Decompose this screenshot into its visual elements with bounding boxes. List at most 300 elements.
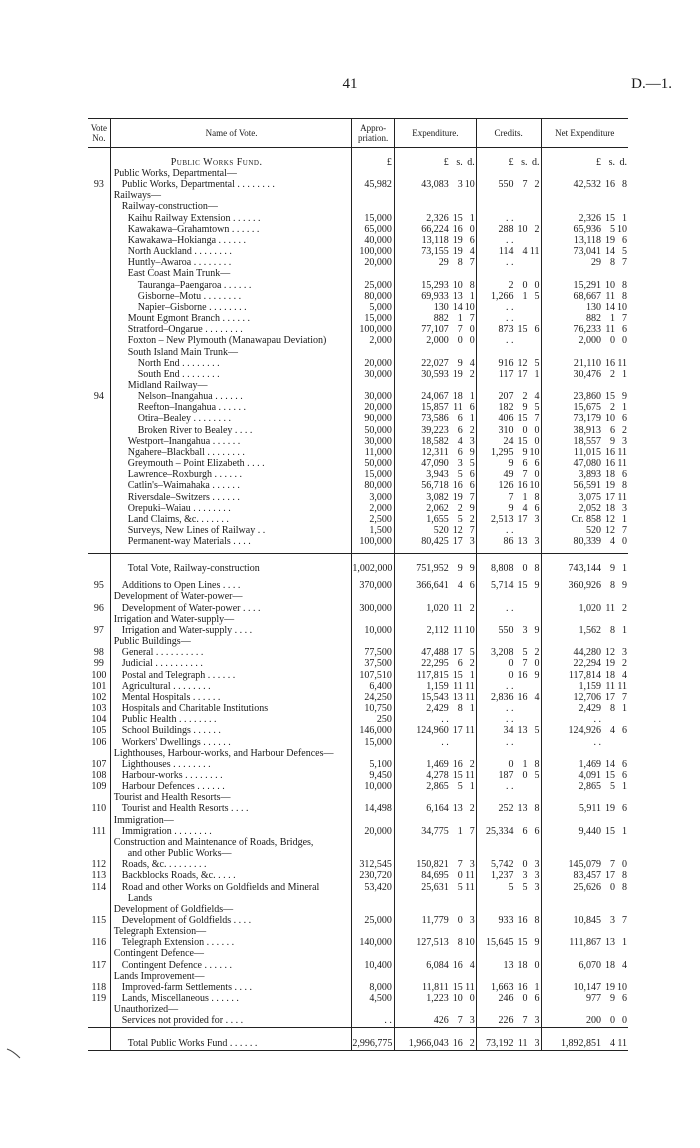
net-expenditure-pounds: 2,326 bbox=[578, 212, 601, 224]
vote-name: Total Public Works Fund . . . . . . bbox=[110, 1027, 352, 1050]
net-expenditure-pence: 1 bbox=[622, 624, 627, 636]
expenditure-shillings: 17 bbox=[452, 647, 463, 659]
appropriation-value bbox=[352, 748, 394, 759]
expenditure-shillings: 4 bbox=[457, 580, 463, 592]
net-expenditure-shillings: 15 bbox=[605, 212, 615, 224]
expenditure-pounds: 2,326 bbox=[426, 212, 449, 224]
net-expenditure-pounds: 83,457 bbox=[573, 870, 601, 882]
vote-name: Greymouth – Point Elizabeth . . . . bbox=[110, 458, 352, 469]
credits-shillings: 6 bbox=[522, 458, 528, 470]
expenditure-shillings: 19 bbox=[452, 234, 463, 246]
vote-name: Development of Goldfields— bbox=[110, 904, 352, 915]
net-expenditure-pence: 4 bbox=[622, 669, 627, 681]
net-expenditure-pounds: 2,429 bbox=[578, 703, 601, 715]
credits-shillings bbox=[514, 603, 528, 614]
net-expenditure-pounds: 18,557 bbox=[573, 435, 601, 447]
net-expenditure-pounds: 12,706 bbox=[573, 691, 601, 703]
net-expenditure-shillings: 8 bbox=[610, 703, 615, 715]
net-expenditure-pence: 8 bbox=[622, 870, 627, 882]
expenditure-pounds: 127,513 bbox=[416, 937, 449, 949]
credits-pence: 0 bbox=[534, 959, 540, 971]
appropriation-value: 25,000 bbox=[352, 280, 394, 291]
appropriation-value: 15,000 bbox=[352, 313, 394, 324]
credits-pence: 3 bbox=[534, 1015, 540, 1027]
credits-shillings bbox=[514, 313, 528, 324]
expenditure-shillings: 7 bbox=[457, 859, 463, 871]
expenditure-pence: 10 bbox=[464, 301, 475, 313]
expenditure-pounds: 1,655 bbox=[426, 513, 449, 525]
credits-pounds: . . bbox=[506, 714, 514, 726]
expenditure-pounds: 2,429 bbox=[426, 703, 449, 715]
expenditure-pence: 1 bbox=[469, 413, 475, 425]
appropriation-value: 20,000 bbox=[352, 257, 394, 268]
net-expenditure-shillings: 15 bbox=[605, 825, 615, 837]
table-row bbox=[88, 1004, 628, 1015]
credits-shillings: 10 bbox=[517, 223, 528, 235]
vote-number bbox=[88, 436, 110, 447]
table-row bbox=[88, 280, 628, 291]
net-expenditure-shillings: 12 bbox=[605, 647, 615, 659]
net-expenditure-shillings: 19 bbox=[605, 658, 615, 670]
appropriation-value: 10,000 bbox=[352, 625, 394, 636]
table-row bbox=[88, 1015, 628, 1027]
expenditure-shillings: 6 bbox=[457, 446, 463, 458]
credits-pence: 6 bbox=[534, 825, 540, 837]
expenditure-shillings: 15 bbox=[452, 669, 463, 681]
expenditure-shillings: 10 bbox=[452, 993, 463, 1005]
vote-name: Tourist and Health Resorts— bbox=[110, 792, 352, 803]
vote-number bbox=[88, 302, 110, 313]
vote-name: Ngahere–Blackball . . . . . . . . bbox=[110, 447, 352, 458]
net-expenditure-shillings: 18 bbox=[605, 669, 615, 681]
vote-name: South Island Main Trunk— bbox=[110, 347, 352, 358]
expenditure-pence: 2 bbox=[469, 1038, 475, 1050]
expenditure-pence: 9 bbox=[469, 446, 475, 458]
vote-number bbox=[88, 268, 110, 279]
net-expenditure-shillings: 18 bbox=[605, 959, 615, 971]
credits-pence bbox=[528, 525, 541, 536]
vote-number: 112 bbox=[88, 859, 110, 870]
net-expenditure-pence: 3 bbox=[622, 647, 627, 659]
credits-pounds: 7 bbox=[508, 491, 514, 503]
table-row bbox=[88, 915, 628, 926]
vote-number bbox=[88, 246, 110, 257]
grand-total-row bbox=[88, 1027, 628, 1050]
credits-pounds: 5,742 bbox=[491, 859, 514, 871]
appropriation-value: 10,000 bbox=[352, 781, 394, 792]
table-row bbox=[88, 770, 628, 781]
credits-shillings: 13 bbox=[517, 803, 528, 815]
net-expenditure-pence: 6 bbox=[622, 769, 627, 781]
vote-number bbox=[88, 492, 110, 503]
net-expenditure-shillings: 11 bbox=[605, 324, 615, 336]
net-expenditure-pounds: 5,911 bbox=[578, 803, 601, 815]
expenditure-pounds: 11,811 bbox=[422, 981, 449, 993]
expenditure-shillings: 9 bbox=[457, 357, 463, 369]
credits-pence: 3 bbox=[534, 536, 540, 548]
table-row bbox=[88, 781, 628, 792]
credits-shillings bbox=[514, 302, 528, 313]
expenditure-pence: 9 bbox=[469, 502, 475, 514]
net-expenditure-pence: 1 bbox=[622, 402, 627, 414]
appropriation-value: . . bbox=[352, 1015, 394, 1027]
table-row bbox=[88, 436, 628, 447]
net-expenditure-pence: 8 bbox=[622, 279, 627, 291]
credits-pence bbox=[528, 703, 541, 714]
expenditure-pounds: 1,469 bbox=[426, 758, 449, 770]
credits-shillings: 2 bbox=[522, 391, 528, 403]
net-expenditure-pounds: 360,926 bbox=[568, 580, 601, 592]
table-row bbox=[88, 190, 628, 201]
net-expenditure-shillings: 5 bbox=[610, 781, 615, 793]
table-row bbox=[88, 658, 628, 669]
page-number: 41 bbox=[342, 76, 358, 92]
appropriation-value: 146,000 bbox=[352, 725, 394, 736]
appropriation-value bbox=[352, 848, 394, 859]
net-expenditure-pence: 1 bbox=[622, 825, 627, 837]
table-row bbox=[88, 670, 628, 681]
net-expenditure-shillings: 10 bbox=[605, 279, 615, 291]
appropriation-value: 9,450 bbox=[352, 770, 394, 781]
expenditure-pence: 4 bbox=[469, 959, 475, 971]
net-expenditure-pounds: 3,893 bbox=[578, 469, 601, 481]
net-expenditure-shillings: 12 bbox=[605, 513, 615, 525]
expenditure-shillings: 19 bbox=[452, 246, 463, 258]
appropriation-value bbox=[352, 971, 394, 982]
appropriation-value bbox=[352, 268, 394, 279]
credits-pounds: 126 bbox=[498, 480, 514, 492]
net-expenditure-pounds: 6,070 bbox=[578, 959, 601, 971]
expenditure-pence: 0 bbox=[469, 324, 475, 336]
expenditure-pence: 2 bbox=[469, 758, 475, 770]
net-expenditure-pounds: 15,675 bbox=[573, 402, 601, 414]
vote-name: Broken River to Bealey . . . . bbox=[110, 425, 352, 436]
credits-pounds: 933 bbox=[498, 915, 514, 926]
table-row bbox=[88, 525, 628, 536]
table-row bbox=[88, 246, 628, 257]
table-row bbox=[88, 625, 628, 636]
net-expenditure-pence: 11 bbox=[617, 458, 627, 470]
credits-pounds: 8,808 bbox=[491, 563, 514, 575]
expenditure-pence: 3 bbox=[469, 1015, 475, 1027]
credits-shillings: 6 bbox=[522, 825, 528, 837]
net-expenditure-shillings: 8 bbox=[610, 257, 615, 269]
credits-pence: 7 bbox=[534, 413, 540, 425]
expenditure-pence bbox=[463, 714, 476, 725]
expenditure-pence: 11 bbox=[465, 881, 475, 893]
table-row bbox=[88, 257, 628, 268]
vote-number bbox=[88, 469, 110, 480]
credits-pence bbox=[528, 257, 541, 268]
vote-number bbox=[88, 235, 110, 246]
table-row bbox=[88, 580, 628, 591]
expenditure-pence: 4 bbox=[469, 246, 475, 258]
credits-shillings: 7 bbox=[522, 658, 528, 670]
expenditure-pounds: 520 bbox=[433, 525, 449, 536]
credits-pounds: 207 bbox=[498, 391, 514, 403]
appropriation-value: 5,100 bbox=[352, 759, 394, 770]
vote-number bbox=[88, 291, 110, 302]
net-expenditure-pence: 7 bbox=[622, 313, 627, 325]
credits-shillings: 15 bbox=[517, 324, 528, 336]
expenditure-pence: 0 bbox=[469, 993, 475, 1005]
table-row bbox=[88, 503, 628, 514]
net-expenditure-pounds: 743,144 bbox=[568, 563, 601, 575]
expenditure-pounds: 18,582 bbox=[421, 435, 449, 447]
expenditure-shillings: 12 bbox=[452, 525, 463, 536]
table-row bbox=[88, 647, 628, 658]
credits-pounds: 288 bbox=[498, 223, 514, 235]
expenditure-pence: 11 bbox=[465, 769, 475, 781]
vote-name: Otira–Bealey . . . . . . . . bbox=[110, 413, 352, 424]
credits-pounds: 0 bbox=[508, 758, 514, 770]
credits-pence: 9 bbox=[534, 669, 540, 681]
net-expenditure-pence: 11 bbox=[617, 1038, 627, 1050]
pencil-mark bbox=[6, 1046, 22, 1060]
expenditure-shillings: 11 bbox=[453, 624, 463, 636]
table-row bbox=[88, 347, 628, 358]
vote-name: Road and other Works on Goldfields and Mineral bbox=[110, 882, 352, 893]
net-expenditure-pence: 6 bbox=[622, 758, 627, 770]
net-expenditure-shillings: 18 bbox=[605, 469, 615, 481]
credits-pounds: . . bbox=[506, 335, 514, 347]
expenditure-pence: 6 bbox=[469, 234, 475, 246]
table-row bbox=[88, 213, 628, 224]
credits-pence: 0 bbox=[534, 435, 540, 447]
appropriation-value: 24,250 bbox=[352, 692, 394, 703]
expenditure-pence: 0 bbox=[469, 223, 475, 235]
vote-number bbox=[88, 514, 110, 525]
credits-shillings: 4 bbox=[522, 502, 528, 514]
vote-number bbox=[88, 1027, 110, 1050]
net-expenditure-shillings: 3 bbox=[610, 915, 615, 926]
net-expenditure-pence: 6 bbox=[622, 413, 627, 425]
col-appropriation: Appro- priation. bbox=[352, 119, 394, 148]
net-expenditure-pounds: 44,280 bbox=[573, 647, 601, 659]
net-expenditure-shillings: 11 bbox=[605, 290, 615, 302]
expenditure-pounds: 2,112 bbox=[426, 624, 449, 636]
net-expenditure-shillings: 4 bbox=[610, 1038, 615, 1050]
table-row bbox=[88, 759, 628, 770]
vote-number bbox=[88, 554, 110, 575]
table-row bbox=[88, 492, 628, 503]
credits-pounds: 873 bbox=[498, 324, 514, 336]
credits-pence bbox=[528, 603, 541, 614]
table-row bbox=[88, 614, 628, 625]
net-expenditure-pence: 6 bbox=[622, 324, 627, 336]
net-expenditure-pence: 6 bbox=[622, 469, 627, 481]
vote-name: Workers' Dwellings . . . . . . bbox=[110, 737, 352, 748]
credits-pounds: . . bbox=[506, 234, 514, 246]
credits-pence: 3 bbox=[534, 859, 540, 871]
net-expenditure-shillings: 15 bbox=[605, 769, 615, 781]
vote-number: 100 bbox=[88, 670, 110, 681]
net-expenditure-pounds: 22,294 bbox=[573, 658, 601, 670]
net-expenditure-pence: 9 bbox=[622, 391, 627, 403]
appropriation-value: 20,000 bbox=[352, 826, 394, 837]
vote-name: Lighthouses, Harbour-works, and Harbour Defences— bbox=[110, 748, 352, 759]
expenditure-pence: 7 bbox=[469, 257, 475, 269]
expenditure-pence: 3 bbox=[469, 536, 475, 548]
expenditure-pounds: 34,775 bbox=[421, 825, 449, 837]
credits-shillings: 13 bbox=[517, 536, 528, 548]
expenditure-pence: 11 bbox=[465, 981, 475, 993]
vote-number bbox=[88, 503, 110, 514]
appropriation-value bbox=[352, 347, 394, 358]
net-expenditure-pence: 10 bbox=[617, 223, 627, 235]
credits-pounds: 0 bbox=[508, 658, 514, 670]
expenditure-shillings: 5 bbox=[457, 469, 463, 481]
appropriation-value: 15,000 bbox=[352, 469, 394, 480]
vote-number: 106 bbox=[88, 737, 110, 748]
expenditure-pounds: . . bbox=[441, 714, 449, 726]
credits-pounds: 2,836 bbox=[491, 691, 514, 703]
table-row bbox=[88, 893, 628, 904]
credits-shillings bbox=[514, 737, 528, 748]
appropriation-value bbox=[352, 168, 394, 179]
vote-number: 116 bbox=[88, 937, 110, 948]
net-expenditure-pence: 0 bbox=[622, 859, 627, 871]
vote-name: Public Works, Departmental . . . . . . . . bbox=[110, 179, 352, 190]
credits-pounds: . . bbox=[506, 313, 514, 325]
expenditure-shillings: 7 bbox=[457, 1015, 463, 1027]
net-expenditure-pounds: 9,440 bbox=[578, 825, 601, 837]
unit-net-pound: £ bbox=[596, 156, 601, 168]
credits-shillings: 0 bbox=[522, 424, 528, 436]
net-expenditure-shillings: 9 bbox=[610, 563, 615, 575]
expenditure-pounds: 882 bbox=[433, 313, 449, 325]
table-row bbox=[88, 302, 628, 313]
expenditure-shillings: 13 bbox=[452, 803, 463, 815]
credits-shillings: 15 bbox=[517, 435, 528, 447]
appropriation-value: 230,720 bbox=[352, 870, 394, 881]
vote-name: East Coast Main Trunk— bbox=[110, 268, 352, 279]
expenditure-shillings: 11 bbox=[453, 602, 463, 614]
expenditure-pence: 11 bbox=[465, 680, 475, 692]
vote-name: Kawakawa–Grahamtown . . . . . . bbox=[110, 224, 352, 235]
expenditure-pence: 1 bbox=[469, 212, 475, 224]
expenditure-shillings: 13 bbox=[452, 290, 463, 302]
appropriation-value: 11,000 bbox=[352, 447, 394, 458]
table-row bbox=[88, 870, 628, 881]
table-row bbox=[88, 179, 628, 190]
table-row bbox=[88, 993, 628, 1004]
credits-pence: 5 bbox=[534, 402, 540, 414]
credits-pounds: 117 bbox=[498, 368, 514, 380]
expenditure-shillings: 3 bbox=[457, 179, 463, 191]
net-expenditure-shillings: 17 bbox=[605, 491, 615, 503]
vote-name: Permanent-way Materials . . . . bbox=[110, 536, 352, 547]
appropriation-value: 100,000 bbox=[352, 246, 394, 257]
expenditure-pounds: 1,966,043 bbox=[408, 1038, 449, 1050]
expenditure-pence: 2 bbox=[469, 602, 475, 614]
vote-name: Lighthouses . . . . . . . . bbox=[110, 759, 352, 770]
net-expenditure-pounds: 2,052 bbox=[578, 502, 601, 514]
vote-name: and other Public Works— bbox=[110, 848, 352, 859]
vote-name: Immigration— bbox=[110, 815, 352, 826]
expenditure-pence: 7 bbox=[469, 491, 475, 503]
vote-name: Backblocks Roads, &c. . . . . bbox=[110, 870, 352, 881]
vote-name: Harbour Defences . . . . . . bbox=[110, 781, 352, 792]
appropriation-value bbox=[352, 636, 394, 647]
credits-pounds: 5,714 bbox=[491, 580, 514, 592]
vote-number: 109 bbox=[88, 781, 110, 792]
expenditure-pence: 6 bbox=[469, 402, 475, 414]
expenditure-pounds: 25,631 bbox=[421, 881, 449, 893]
expenditure-shillings: 0 bbox=[457, 335, 463, 347]
vote-number bbox=[88, 447, 110, 458]
vote-number bbox=[88, 402, 110, 413]
expenditure-shillings: 16 bbox=[452, 1038, 463, 1050]
credits-shillings: 17 bbox=[517, 513, 528, 525]
credits-shillings: 15 bbox=[517, 413, 528, 425]
table-row bbox=[88, 402, 628, 413]
table-row bbox=[88, 224, 628, 235]
net-expenditure-shillings: 0 bbox=[610, 335, 615, 347]
appropriation-value: 77,500 bbox=[352, 647, 394, 658]
net-expenditure-pence bbox=[615, 714, 628, 725]
expenditure-shillings: 19 bbox=[452, 491, 463, 503]
net-expenditure-pence: 7 bbox=[622, 915, 627, 926]
appropriation-value: 40,000 bbox=[352, 235, 394, 246]
table-row bbox=[88, 692, 628, 703]
credits-pounds: 406 bbox=[498, 413, 514, 425]
credits-pence: 1 bbox=[534, 981, 540, 993]
expenditure-pence: 7 bbox=[469, 825, 475, 837]
vote-number bbox=[88, 313, 110, 324]
vote-name: Land Claims, &c. . . . . . . bbox=[110, 514, 352, 525]
credits-pence bbox=[528, 335, 541, 346]
credits-shillings: 0 bbox=[522, 859, 528, 871]
vote-number: 105 bbox=[88, 725, 110, 736]
vote-number: 101 bbox=[88, 681, 110, 692]
table-row bbox=[88, 904, 628, 915]
credits-pounds: 310 bbox=[498, 424, 514, 436]
credits-shillings bbox=[514, 714, 528, 725]
credits-shillings: 16 bbox=[517, 981, 528, 993]
expenditure-pounds: 3,082 bbox=[426, 491, 449, 503]
appropriation-value: 20,000 bbox=[352, 402, 394, 413]
net-expenditure-pounds: 10,147 bbox=[573, 981, 601, 993]
expenditure-pence: 1 bbox=[469, 391, 475, 403]
vote-number: 115 bbox=[88, 915, 110, 926]
expenditure-shillings: 14 bbox=[452, 301, 463, 313]
appropriation-value bbox=[352, 837, 394, 848]
vote-name: Kawakawa–Hokianga . . . . . . bbox=[110, 235, 352, 246]
net-expenditure-pence: 8 bbox=[622, 179, 627, 191]
appropriation-value: 15,000 bbox=[352, 737, 394, 748]
expenditure-shillings: 19 bbox=[452, 368, 463, 380]
net-expenditure-shillings bbox=[601, 714, 615, 725]
expenditure-shillings: 17 bbox=[452, 536, 463, 548]
appropriation-value: 1,002,000 bbox=[352, 554, 394, 575]
table-row bbox=[88, 971, 628, 982]
credits-pounds: . . bbox=[506, 301, 514, 313]
net-expenditure-pence: 0 bbox=[622, 1015, 627, 1027]
net-expenditure-pounds: 117,814 bbox=[568, 669, 601, 681]
net-expenditure-shillings: 13 bbox=[605, 937, 615, 949]
vote-name: Lands bbox=[110, 893, 352, 904]
credits-shillings: 0 bbox=[522, 279, 528, 291]
credits-pounds: . . bbox=[506, 736, 514, 748]
net-expenditure-pence: 0 bbox=[622, 536, 627, 548]
table-row bbox=[88, 235, 628, 246]
subtotal-row bbox=[88, 554, 628, 575]
expenditure-shillings: 8 bbox=[457, 937, 463, 949]
appropriation-value bbox=[352, 591, 394, 602]
expenditure-shillings: 16 bbox=[452, 959, 463, 971]
column-header-row bbox=[88, 119, 628, 148]
